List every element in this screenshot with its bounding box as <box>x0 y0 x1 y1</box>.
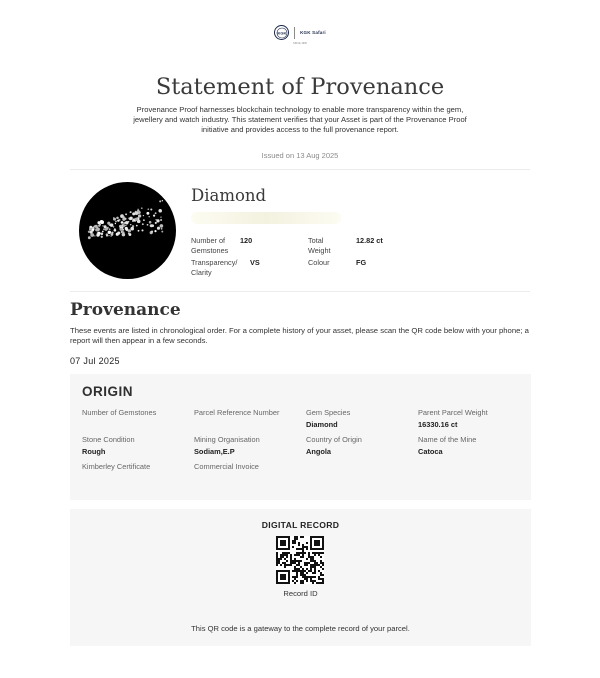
origin-card <box>70 374 531 500</box>
divider <box>70 169 530 170</box>
document-title: Statement of Provenance <box>155 74 445 100</box>
asset-name: Diamond <box>191 186 267 205</box>
brand-logo <box>0 25 600 40</box>
spec-label-gemstones: Number of Gemstones <box>191 236 229 255</box>
intro-text: Provenance Proof harnesses blockchain technology to enable more transparency within the gem, jewellery and watch industry. This statement verifies that your Asset is part of the Provenance Proof initiative and provides access to the full provenance report. <box>133 105 467 134</box>
field-value: Catoca <box>418 447 443 456</box>
field-label: Gem Species <box>306 408 351 417</box>
spec-value-colour: FG <box>356 258 367 267</box>
field-label: Country of Origin <box>306 435 362 444</box>
logo-text: KGK Safari <box>300 30 326 35</box>
provenance-description: These events are listed in chronological order. For a complete history of your asset, please scan the QR code below with your phone; a report will then appear in a few seconds. <box>70 326 529 345</box>
field-label: Number of Gemstones <box>82 408 157 417</box>
field-label: Commercial Invoice <box>194 462 259 471</box>
field-value: Sodiam,E.P <box>194 447 235 456</box>
diamond-parcel-image <box>79 182 176 279</box>
field-label: Mining Organisation <box>194 435 260 444</box>
gateway-text: This QR code is a gateway to the complete record of your parcel. <box>191 624 410 633</box>
logo-subtext: SINCE 1905 <box>293 42 307 45</box>
field-value: 16330.16 ct <box>418 420 458 429</box>
spec-value-gemstones: 120 <box>240 236 253 245</box>
logo-divider <box>294 27 295 39</box>
kgk-seal-icon <box>274 25 289 40</box>
spec-value-clarity: VS <box>250 258 260 267</box>
spec-label-colour: Colour <box>308 258 330 267</box>
spec-label-total-weight: Total Weight <box>308 236 331 255</box>
blurred-subtitle <box>191 212 341 224</box>
issued-date: Issued on 13 Aug 2025 <box>261 151 339 160</box>
digital-record-card <box>70 509 531 646</box>
spec-label-clarity: Transparency/ Clarity <box>191 258 238 277</box>
spec-value-total-weight: 12.82 ct <box>356 236 383 245</box>
origin-title: ORIGIN <box>82 384 134 399</box>
field-value: Angola <box>306 447 332 456</box>
field-label: Kimberley Certificate <box>82 462 151 471</box>
provenance-heading: Provenance <box>70 300 181 320</box>
field-label: Parent Parcel Weight <box>418 408 488 417</box>
event-date: 07 Jul 2025 <box>70 356 120 366</box>
divider <box>70 291 530 292</box>
field-value: Diamond <box>306 420 338 429</box>
digital-record-title: DIGITAL RECORD <box>261 520 340 530</box>
field-value: Rough <box>82 447 106 456</box>
field-label: Parcel Reference Number <box>194 408 280 417</box>
field-label: Stone Condition <box>82 435 135 444</box>
record-id-label: Record ID <box>283 589 318 598</box>
qr-code-icon[interactable] <box>276 536 324 584</box>
svg-text:KGK: KGK <box>277 30 287 36</box>
field-label: Name of the Mine <box>418 435 477 444</box>
